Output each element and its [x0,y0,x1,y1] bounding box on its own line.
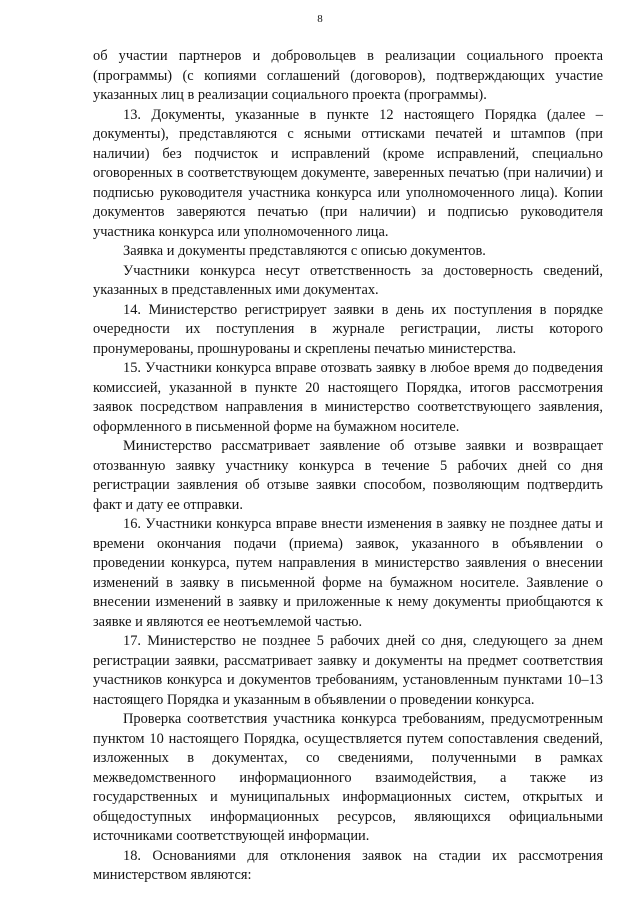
document-body [93,47,603,886]
paragraph-responsibility: Участники конкурса несут ответственность за достоверность сведений, указанных в представленных ими документах. [93,262,603,298]
paragraph-16: 16. Участники конкурса вправе внести изменения в заявку не позднее даты и времени окончания подачи (приема) заявок, указанного в объявлении о проведении конкурса, путем направления в министерство заявления о внесении изменений в заявку в письменной форме на бумажном носителе. Заявление о внесении изменений в заявку и приложенные к нему документы приобщаются к заявке и являются ее неотъемлемой частью. [93,516,603,630]
paragraph-13: 13. Документы, указанные в пункте 12 настоящего Порядка (далее – документы), представляются с ясными оттисками печатей и штампов (при наличии) без подчисток и исправлений (кроме исправлений, специально оговоренных в соответствующем документе, заверенных печатью (при наличии) и подписью руководителя участника конкурса или уполномоченного лица). Копии документов заверяются печатью (при наличии) и подписью руководителя участника конкурса или уполномоченного лица. [93,106,603,240]
paragraph-17: 17. Министерство не позднее 5 рабочих дней со дня, следующего за днем регистрации заявки, рассматривает заявку и документы на предмет соответствия участников конкурса и документов требованиям, установленным пунктами 10–13 настоящего Порядка и указанным в объявлении о проведении конкурса. [93,633,603,708]
page-number: 8 [317,13,323,25]
paragraph-15: 15. Участники конкурса вправе отозвать заявку в любое время до подведения комиссией, указанной в пункте 20 настоящего Порядка, итогов рассмотрения заявок посредством направления в министерство соответствующего заявления, оформленного в письменной форме на бумажном носителе. [93,360,603,435]
paragraph-14: 14. Министерство регистрирует заявки в день их поступления в порядке очередности их поступления в журнале регистрации, листы которого пронумерованы, прошнурованы и скреплены печатью министерства. [93,301,603,357]
paragraph-inventory: Заявка и документы представляются с описью документов. [123,243,486,259]
paragraph-compliance-check: Проверка соответствия участника конкурса требованиям, предусмотренным пунктом 10 настоящего Порядка, осуществляется путем сопоставления сведений, изложенных в документах, со сведениями, полученными в рамках межведомственного информационного взаимодействия, а также из государственных и муниципальных информационных систем, открытых и общедоступных информационных ресурсов, являющихся официальными источниками соответствующей информации. [93,711,603,844]
paragraph-18: 18. Основаниями для отклонения заявок на стадии их рассмотрения министерством являются: [93,847,603,883]
paragraph-continuation: об участии партнеров и добровольцев в реализации социального проекта (программы) (с копиями соглашений (договоров), подтверждающих участие указанных лиц в реализации социального проекта (программы). [93,48,603,103]
paragraph-withdrawal-review: Министерство рассматривает заявление об отзыве заявки и возвращает отозванную заявку участнику конкурса в течение 5 рабочих дней со дня регистрации заявления об отзыве заявки способом, позволяющим подтвердить факт и дату ее отправки. [93,438,603,513]
